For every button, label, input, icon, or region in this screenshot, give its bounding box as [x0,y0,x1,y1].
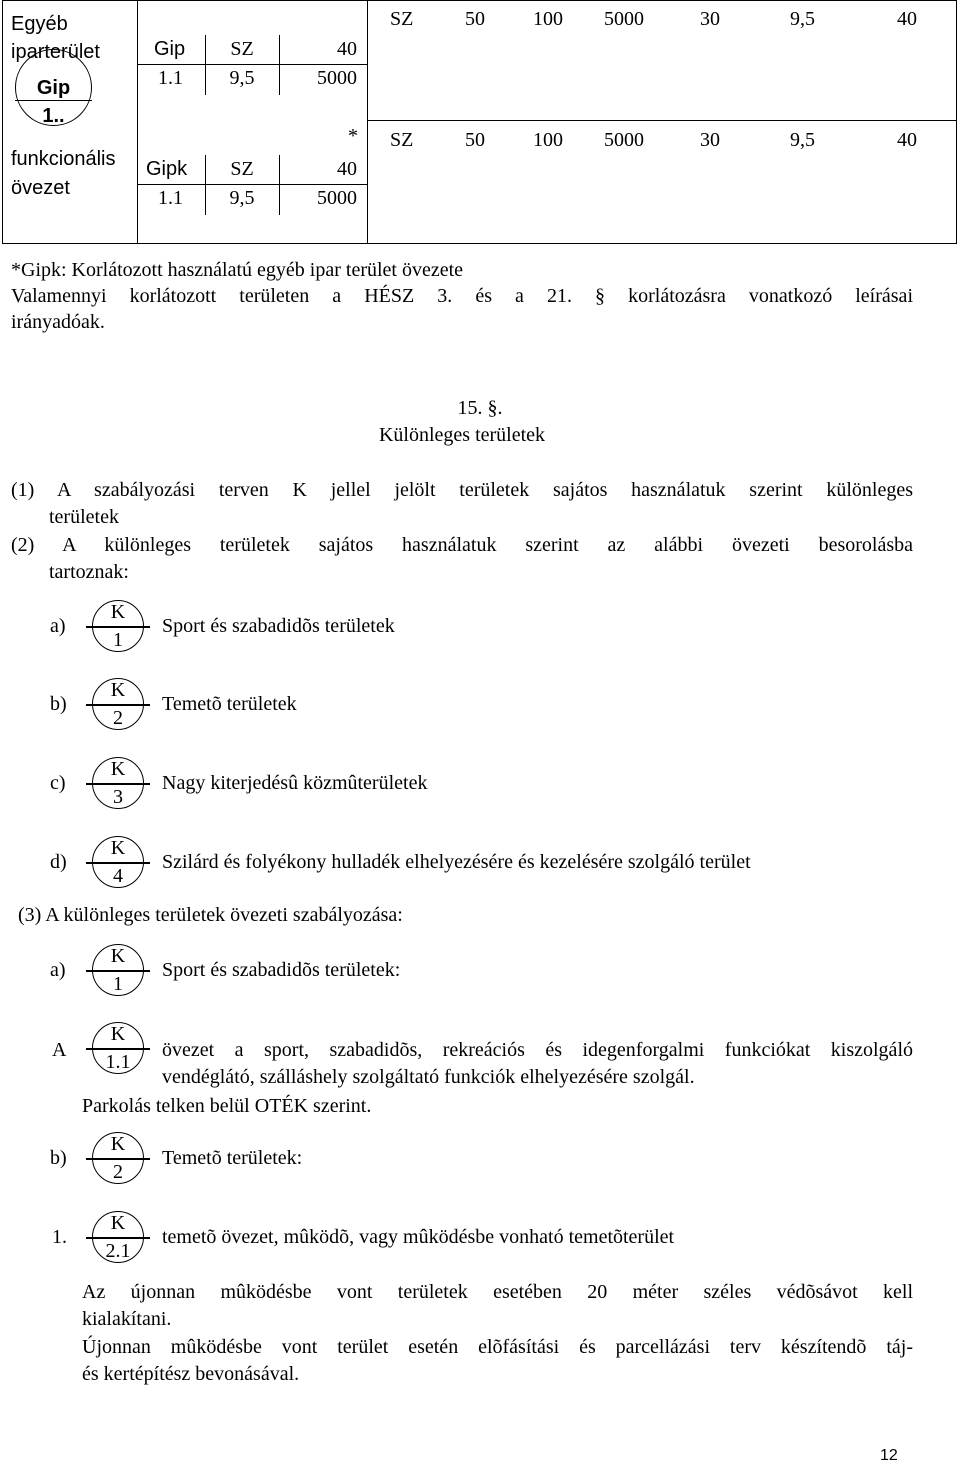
row2-value: 100 [533,129,563,151]
paragraph-1-line: (1) A szabályozási terven K jellel jelölt területek sajátos használatuk szerint különleges [11,479,913,501]
row1-value: 30 [700,8,720,30]
reg-a-text: Sport és szabadidõs területek: [162,959,401,981]
gip-symbol-top: Gip [36,77,71,99]
k-letter: K [110,945,126,967]
k2-zone-symbol [86,678,150,742]
gipk-c1-bottom: 9,5 [229,187,255,209]
row1-value: 40 [897,8,917,30]
section-title: Különleges területek [378,424,546,446]
reg-a-detail-line: Parkolás telken belül OTÉK szerint. [82,1095,372,1117]
paragraph-2-line: tartoznak: [49,561,129,583]
k-letter: K [110,758,126,780]
k-number: 1 [113,973,123,995]
gip-symbol-bottom: 1.. [42,105,65,127]
page-number: 12 [880,1447,898,1464]
item-text: Szilárd és folyékony hulladék elhelyezésére és kezelésére szolgáló terület [162,851,751,873]
item-label: c) [50,772,66,794]
item-text: Temetõ területek [162,693,297,715]
k-letter: K [110,679,126,701]
k-number: 1 [113,629,123,651]
row2-value: 9,5 [790,129,815,151]
item-label: b) [50,693,67,715]
footnote-line: *Gipk: Korlátozott használatú egyéb ipar terület övezete [11,259,464,281]
row2-value: 40 [897,129,917,151]
k-number: 2.1 [105,1240,131,1262]
gipk-c2-bottom: 5000 [317,187,357,209]
k1-zone-symbol [86,600,150,664]
k-number: 2 [113,1161,123,1183]
zone-label-line: Egyéb [11,13,68,35]
reg-b-paragraph-line: kialakítani. [82,1308,172,1330]
k-number: 2 [113,707,123,729]
reg-b-label: b) [50,1147,67,1169]
reg-a-label: a) [50,959,66,981]
item-text: Nagy kiterjedésû közmûterületek [162,772,428,794]
row1-value: 50 [465,8,485,30]
paragraph-3: (3) A különleges területek övezeti szabályozása: [18,904,403,926]
row1-value: 5000 [604,8,644,30]
gip-code: 1.1 [158,67,183,89]
k-letter: K [110,837,126,859]
reg-a-detail-line: övezet a sport, szabadidõs, rekreációs és idegenforgalmi funkciókat kiszolgáló [162,1039,913,1061]
gip-c2-bottom: 5000 [317,67,357,89]
k21-zone-symbol [86,1211,150,1275]
gip-c1-bottom: 9,5 [229,67,255,89]
zone-label-line: övezet [11,177,70,199]
k-letter: K [110,1023,126,1045]
footnote-star: * [348,125,358,147]
k-letter: K [110,1133,126,1155]
reg-b-detail-line: temetõ övezet, mûködõ, vagy mûködésbe vonható temetõterület [162,1226,675,1248]
k2-zone-symbol [86,1132,150,1196]
k4-zone-symbol [86,836,150,900]
k3-zone-symbol [86,757,150,821]
table-divider [137,64,367,65]
k1-zone-symbol [86,944,150,1008]
row2-value: SZ [390,129,414,151]
reg-b-text: Temetõ területek: [162,1147,303,1169]
row2-value: 30 [700,129,720,151]
gip-symbol-bar [15,100,92,101]
k-letter: K [110,601,126,623]
gipk-c2-top: 40 [337,158,357,180]
row2-value: 50 [465,129,485,151]
row1-value: 9,5 [790,8,815,30]
footnote-line: irányadóak. [11,311,105,333]
gipk-c1-top: SZ [230,158,254,180]
k-number: 1.1 [105,1051,131,1073]
item-text: Sport és szabadidõs területek [162,615,395,637]
k-number: 4 [113,865,123,887]
reg-a-detail-line: vendéglátó, szálláshely szolgáltató funkciók elhelyezésére szolgál. [162,1066,695,1088]
gipk-name: Gipk [146,158,188,180]
footnote-line: Valamennyi korlátozott területen a HÉSZ 3. és a 21. § korlátozásra vonatkozó leírásai [11,285,913,307]
reg-b-paragraph-line: és kertépítész bevonásával. [82,1363,300,1385]
zone-label-line: iparterület [11,41,100,63]
item-label: d) [50,851,67,873]
row1-value: 100 [533,8,563,30]
item-label: a) [50,615,66,637]
table-divider [137,184,367,185]
reg-b-paragraph-line: Az újonnan mûködésbe vont területek esetében 20 méter széles védõsávot kell [82,1281,913,1303]
gip-c1-top: SZ [230,38,254,60]
table-divider [367,120,956,121]
table-divider [137,0,138,244]
row2-value: 5000 [604,129,644,151]
gipk-code: 1.1 [158,187,183,209]
k11-zone-symbol [86,1022,150,1086]
reg-b-prefix: 1. [52,1226,67,1248]
k-letter: K [110,1212,126,1234]
k-number: 3 [113,786,123,808]
table-divider [367,0,368,244]
gip-name: Gip [154,38,186,60]
reg-a-prefix: A [52,1039,67,1061]
reg-b-paragraph-line: Újonnan mûködésbe vont terület esetén elõfásítási és parcellázási terv készítendõ táj- [82,1336,913,1358]
paragraph-2-line: (2) A különleges területek sajátos használatuk szerint az alábbi övezeti besorolásba [11,534,913,556]
section-number: 15. §. [457,397,503,419]
row1-value: SZ [390,8,414,30]
zone-label-line: funkcionális [11,148,116,170]
zoning-table [2,0,957,244]
gip-c2-top: 40 [337,38,357,60]
paragraph-1-line: területek [49,506,119,528]
